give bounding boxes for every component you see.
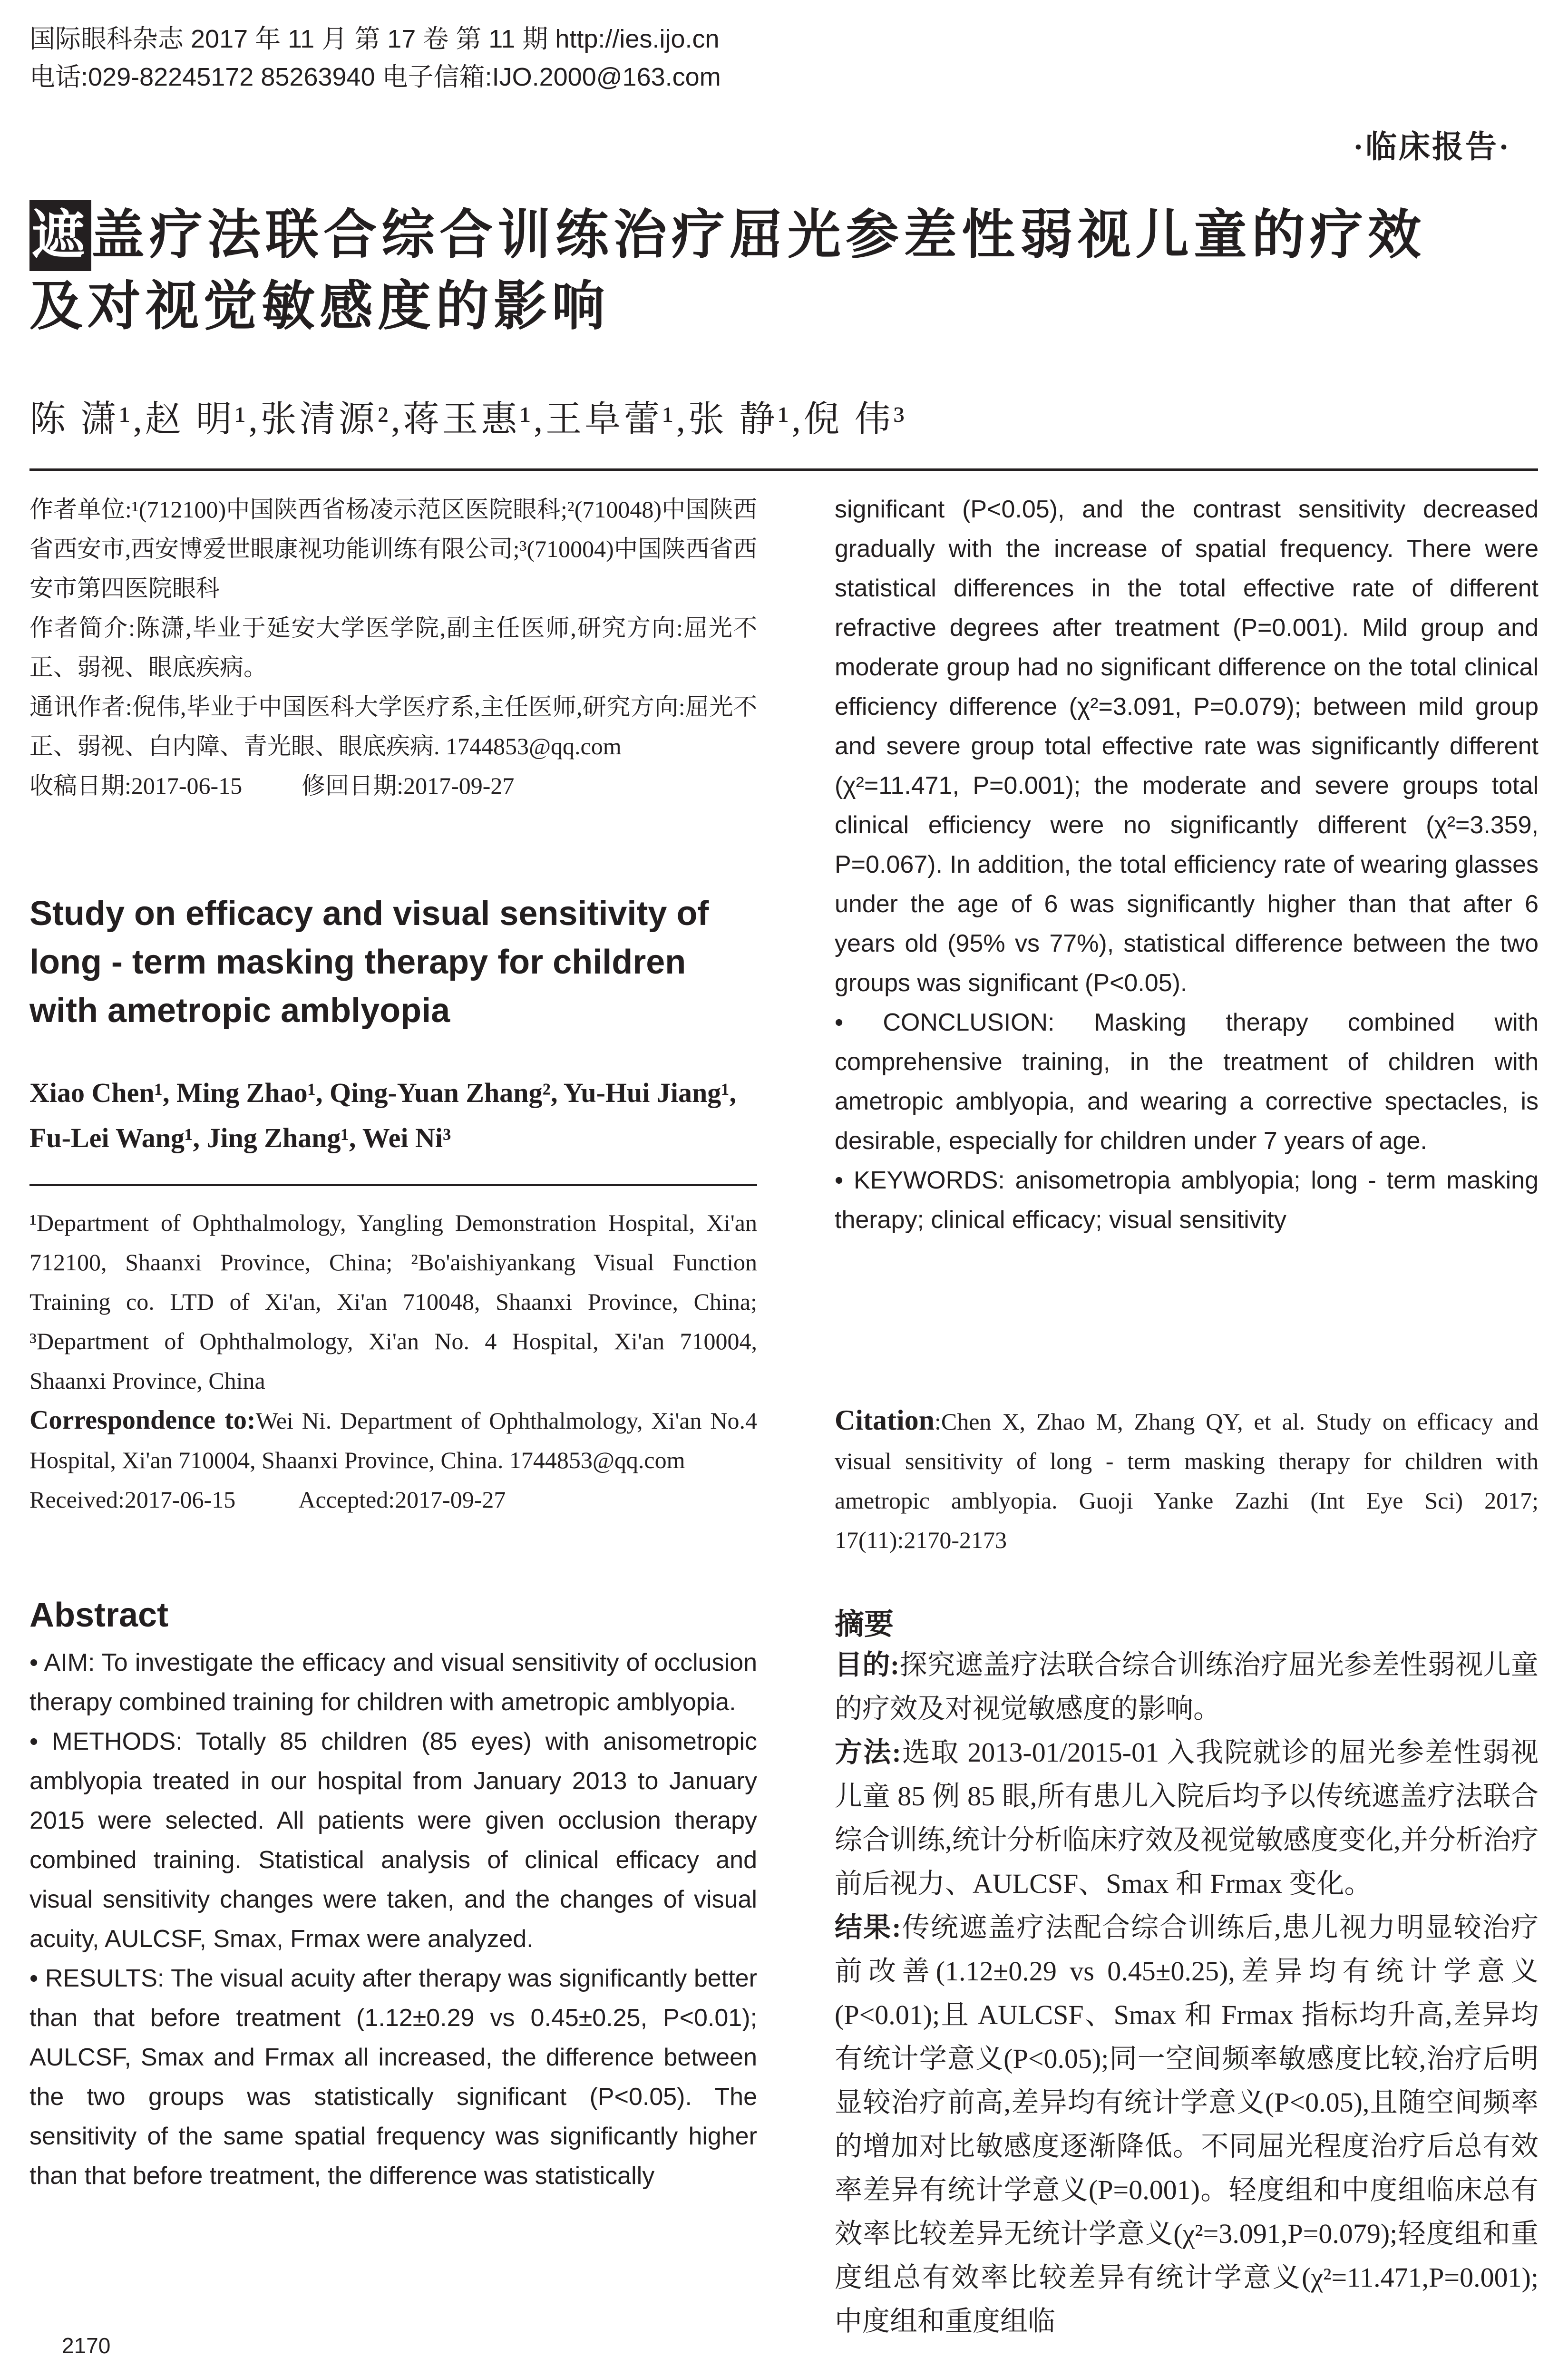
correspondence-en — [29, 1401, 757, 1480]
author-unit: 作者单位:¹(712100)中国陕西省杨凌示范区医院眼科;²(710048)中国陕西省西安市,西安博爱世眼康视功能训练有限公司;³(710004)中国陕西省西安市第四医院眼科 — [29, 496, 757, 602]
title-first-char: 遮 — [29, 200, 91, 271]
cn-results — [835, 1906, 1539, 2343]
dates-cn — [29, 766, 757, 806]
author-intro: 作者简介:陈潇,毕业于延安大学医学院,副主任医师,研究方向:屈光不正、弱视、眼底疾病。 — [29, 614, 757, 681]
page-number: 2170 — [62, 2333, 111, 2358]
abstract-aim: • AIM: To investigate the efficacy and visual sensitivity of occlusion therapy combined training for children with ametropic amblyopia. — [29, 1649, 757, 1716]
abstract-keywords: • KEYWORDS: anisometropia amblyopia; long - term masking therapy; clinical efficacy; visual sensitivity — [835, 1167, 1539, 1234]
title-line2: 及对视觉敏感度的影响 — [29, 277, 610, 336]
abstract-methods: • METHODS: Totally 85 children (85 eyes) with anisometropic amblyopia treated in our hospital from January 2013 to January 2015 were selected. All patients were given occlusion therapy combined training. Statistical analysis of clinical efficacy and visual sensitivity changes were taken, and the changes of visual acuity, AULCSF, Smax, Frmax were analyzed. — [29, 1728, 757, 1953]
column-label: ·临床报告· — [1353, 130, 1511, 165]
article-title — [29, 200, 1551, 342]
accepted-en: Accepted:2017-09-27 — [298, 1486, 506, 1513]
abstract-results-part1: • RESULTS: The visual acuity after therapy was significantly better than that before treatment (1.12±0.29 vs 0.45±0.25, P<0.01); AULCSF, Smax and Frmax all increased, the difference between the two groups was statistically significant (P<0.05). The sensitivity of the same spatial frequency was significantly higher than that before treatment, the difference was statistically — [29, 1965, 757, 2190]
en-authors: Xiao Chen¹, Ming Zhao¹, Qing-Yuan Zhang², Yu-Hui Jiang¹, Fu-Lei Wang¹, Jing Zhang¹, Wei Ni³ — [29, 1077, 737, 1153]
journal-header-line1: 国际眼科杂志 2017 年 11 月 第 17 卷 第 11 期 http://ies.ijo.cn — [29, 25, 720, 53]
revised-cn: 修回日期:2017-09-27 — [302, 772, 515, 799]
top-rule — [29, 468, 1538, 471]
correspondence-text: Wei Ni. Department of Ophthalmology, Xi'an No.4 Hospital, Xi'an 710004, Shaanxi Province, China. 1744853@qq.com — [29, 1407, 757, 1473]
abstract-conclusion: • CONCLUSION: Masking therapy combined with comprehensive training, in the treatment of children with ametropic amblyopia, and wearing a corrective spectacles, is desirable, especially for children under 7 years of age. — [835, 1009, 1539, 1155]
cn-aim — [835, 1643, 1539, 1731]
info-cn-block — [29, 490, 757, 806]
received-cn: 收稿日期:2017-06-15 — [29, 772, 243, 799]
citation-block — [835, 1401, 1539, 1560]
cn-aim-label: 目的: — [835, 1649, 900, 1680]
en-authors-rule — [29, 1184, 757, 1186]
cn-abstract-heading: 摘要 — [835, 1608, 894, 1641]
corresponding-author: 通讯作者:倪伟,毕业于中国医科大学医疗系,主任医师,研究方向:屈光不正、弱视、白内障、青光眼、眼底疾病. 1744853@qq.com — [29, 693, 757, 760]
authors-cn: 陈 潇¹,赵 明¹,张清源²,蒋玉惠¹,王阜蕾¹,张 静¹,倪 伟³ — [29, 399, 907, 439]
abstract-right-block — [835, 490, 1539, 1240]
cn-results-label: 结果: — [835, 1912, 901, 1943]
en-title: Study on efficacy and visual sensitivity of long - term masking therapy for children with ametropic amblyopia — [29, 895, 709, 1030]
abstract-results-part2: significant (P<0.05), and the contrast sensitivity decreased gradually with the increase of spatial frequency. There were statistical differences in the total effective rate of different refractive degrees after treatment (P=0.001). Mild group and moderate group had no significant difference on the total clinical efficiency difference (χ²=3.091, P=0.079); between mild group and severe group total effective rate was significantly different (χ²=11.471, P=0.001); the moderate and severe groups total clinical efficiency were no significantly different (χ²=3.359, P=0.067). In addition, the total efficiency rate of wearing glasses under the age of 6 was significantly higher than that after 6 years old (95% vs 77%), statistical difference between the two groups was significant (P<0.05). — [835, 496, 1539, 997]
affiliations-en-block — [29, 1203, 757, 1520]
cn-methods-label: 方法: — [835, 1737, 901, 1768]
cn-abstract-block — [835, 1643, 1539, 2343]
cn-results-text: 传统遮盖疗法配合综合训练后,患儿视力明显较治疗前改善(1.12±0.29 vs 0.45±0.25),差异均有统计学意义(P<0.01);且 AULCSF、Smax 和 Frmax 指标均升高,差异均有统计学意义(P<0.05);同一空间频率敏感度比较,治疗后明显较治疗前高,差异均有统计学意义(P<0.05),且随空间频率的增加对比敏感度逐渐降低。不同屈光程度治疗后总有效率差异有统计学意义(P=0.001)。轻度组和中度组临床总有效率比较差异无统计学意义(χ²=3.091,P=0.079);轻度组和重度组总有效率比较差异有统计学意义(χ²=11.471,P=0.001);中度组和重度组临 — [835, 1912, 1539, 2337]
cn-aim-text: 探究遮盖疗法联合综合训练治疗屈光参差性弱视儿童的疗效及对视觉敏感度的影响。 — [835, 1649, 1539, 1724]
dates-en — [29, 1480, 757, 1520]
correspondence-label: Correspondence to: — [29, 1405, 256, 1435]
affiliations-en: ¹Department of Ophthalmology, Yangling Demonstration Hospital, Xi'an 712100, Shaanxi Province, China; ²Bo'aishiyankang Visual Function Training co. LTD of Xi'an, Xi'an 710048, Shaanxi Province, China; ³Department of Ophthalmology, Xi'an No. 4 Hospital, Xi'an 710004, Shaanxi Province, China — [29, 1209, 757, 1394]
abstract-left-block — [29, 1643, 757, 2196]
cn-methods-text: 选取 2013-01/2015-01 入我院就诊的屈光参差性弱视儿童 85 例 85 眼,所有患儿入院后均予以传统遮盖疗法联合综合训练,统计分析临床疗效及视觉敏感度变化,并分析治疗前后视力、AULCSF、Smax 和 Frmax 变化。 — [835, 1737, 1539, 1899]
received-en: Received:2017-06-15 — [29, 1486, 236, 1513]
citation-label: Citation — [835, 1404, 935, 1436]
citation-text: :Chen X, Zhao M, Zhang QY, et al. Study on efficacy and visual sensitivity of long - term masking therapy for children with ametropic amblyopia. Guoji Yanke Zazhi (Int Eye Sci) 2017; 17(11):2170-2173 — [835, 1408, 1539, 1553]
title-line1: 盖疗法联合综合训练治疗屈光参差性弱视儿童的疗效 — [91, 206, 1426, 265]
cn-methods — [835, 1731, 1539, 1906]
journal-header-line2: 电话:029-82245172 85263940 电子信箱:IJO.2000@163.com — [29, 63, 721, 91]
abstract-heading: Abstract — [29, 1596, 169, 1634]
